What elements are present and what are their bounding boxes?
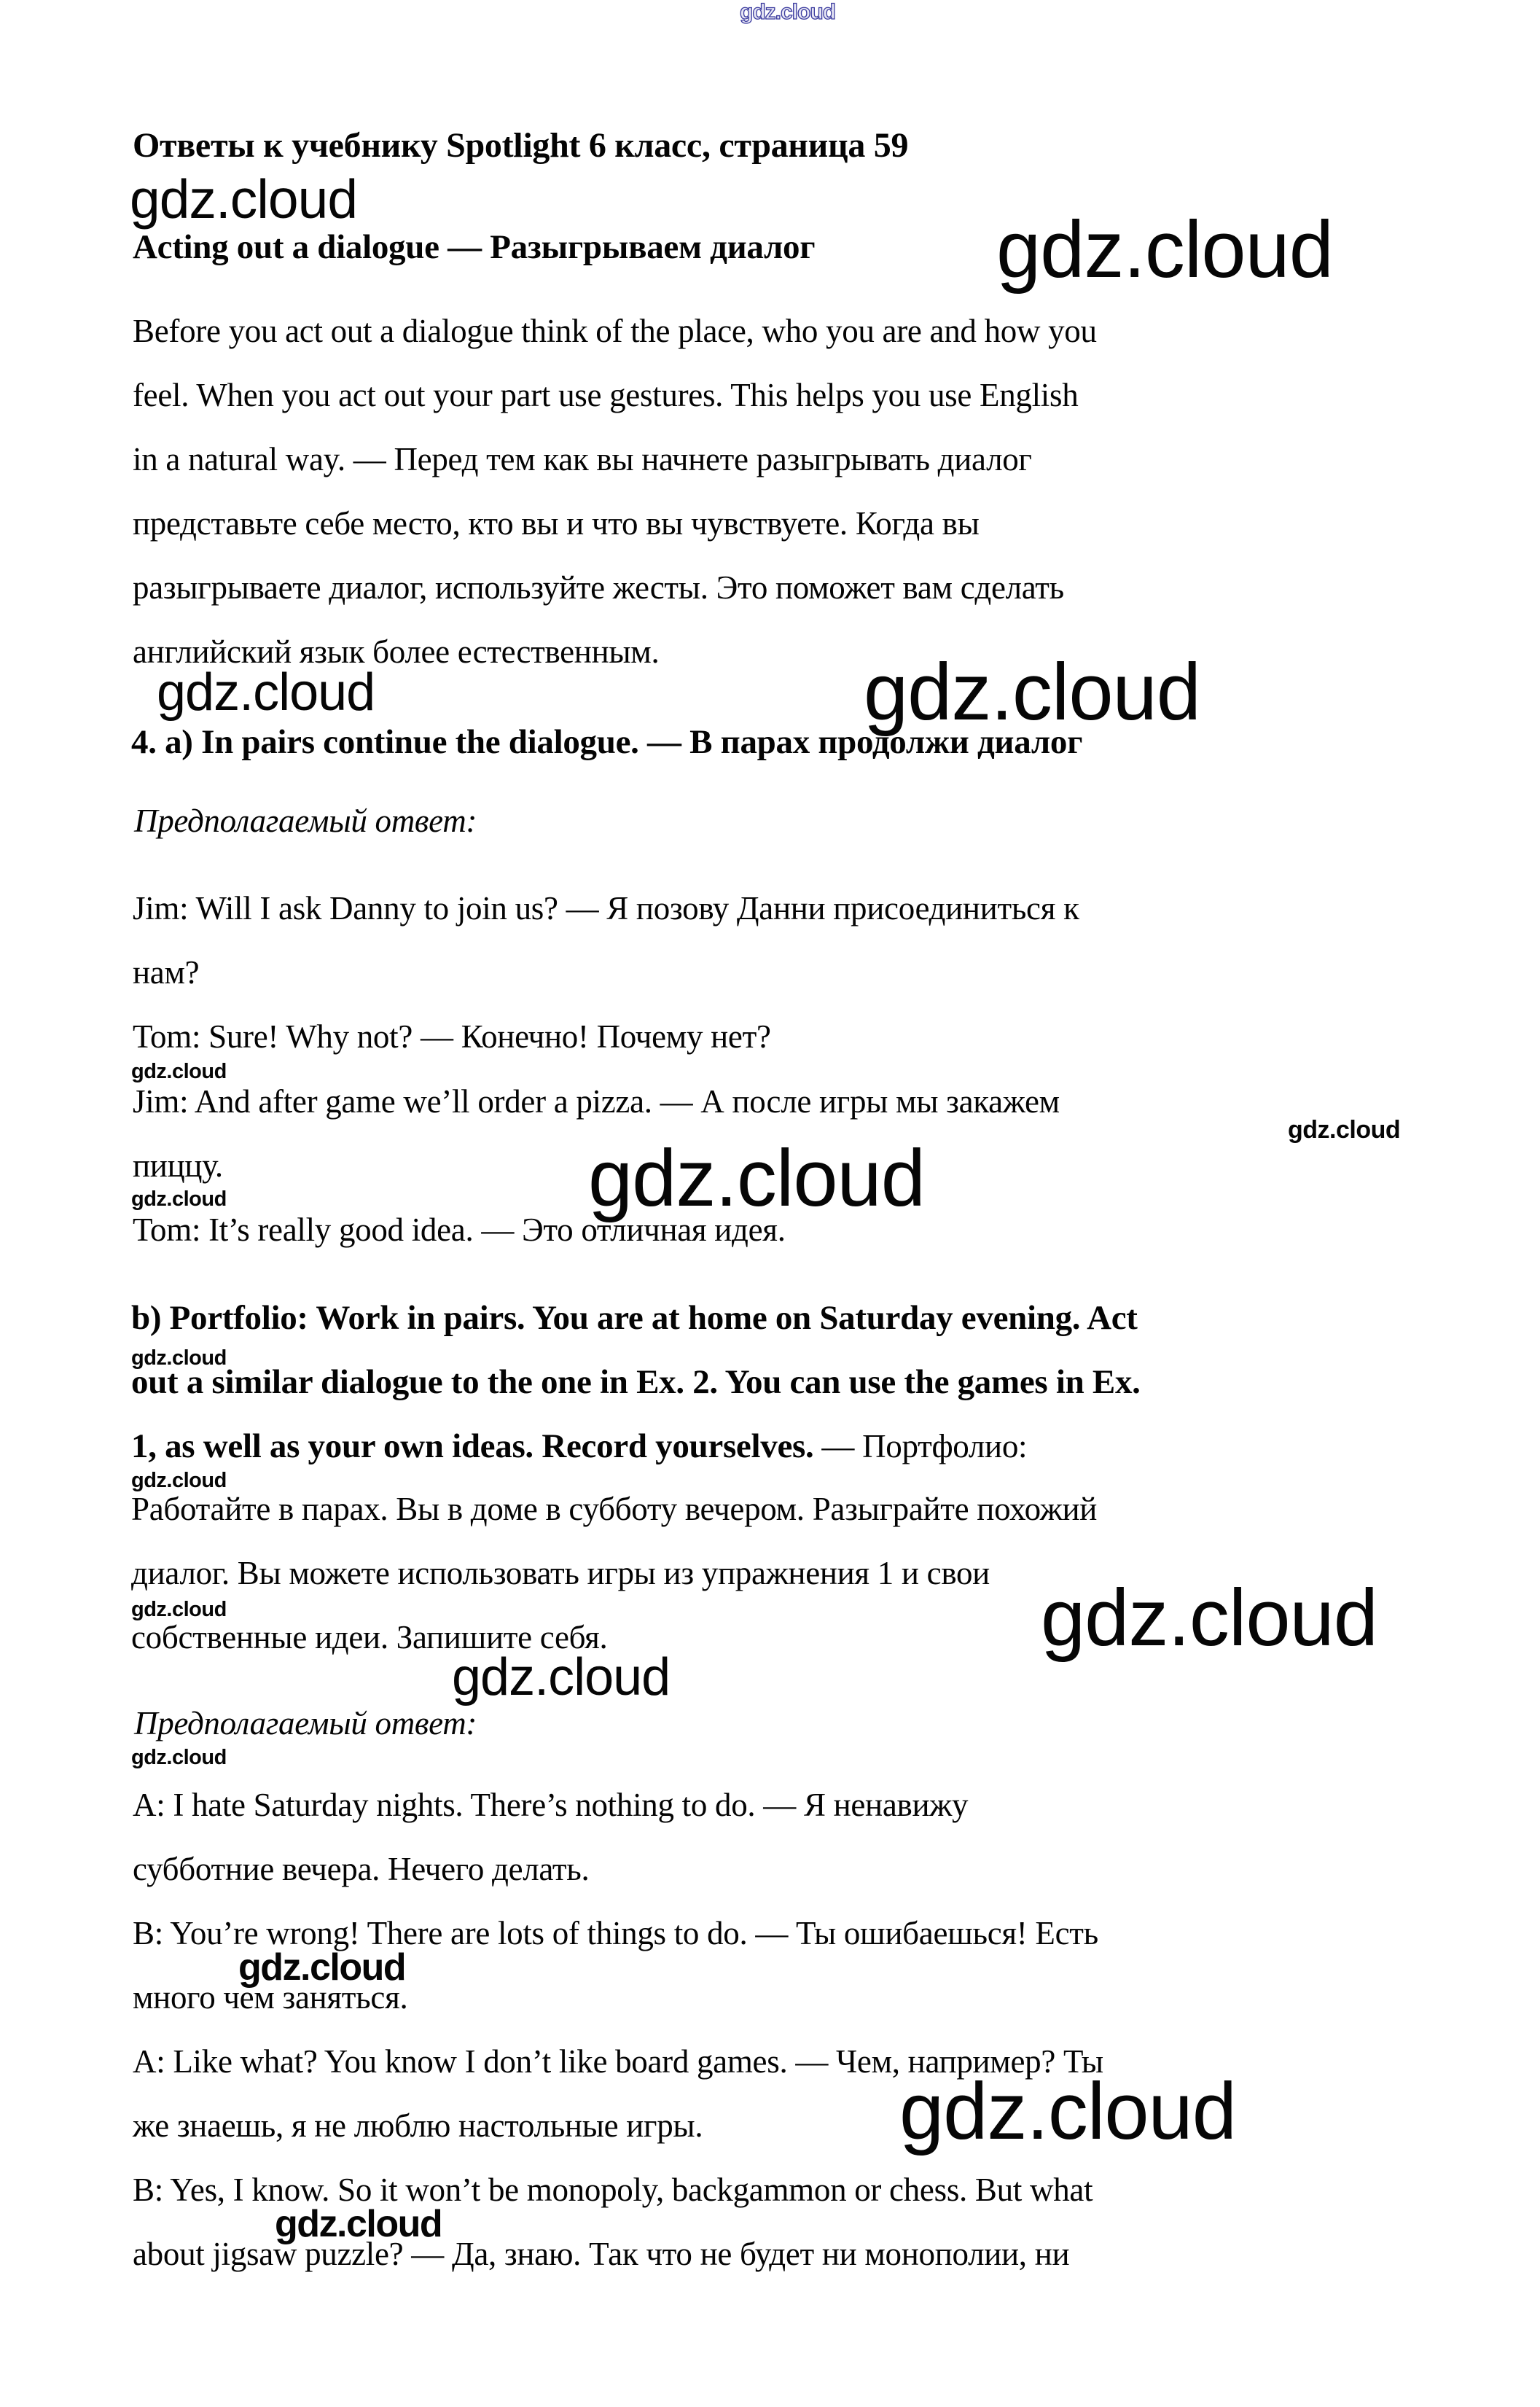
dialogue-line: Jim: Will I ask Danny to join us? — Я позову Данни присоединиться к — [133, 890, 1079, 926]
watermark-gdz-cloud: gdz.cloud — [452, 1648, 671, 1706]
watermark-gdz-cloud: gdz.cloud — [131, 1346, 227, 1370]
watermark-gdz-cloud: gdz.cloud — [131, 1187, 227, 1211]
watermark-gdz-cloud: gdz.cloud — [1041, 1573, 1377, 1663]
watermark-gdz-cloud: gdz.cloud — [130, 168, 358, 230]
dialogue-line: about jigsaw puzzle? — Да, знаю. Так что не будет ни монополии, ни — [133, 2236, 1070, 2272]
dialogue-line: же знаешь, я не люблю настольные игры. — [133, 2107, 703, 2144]
intro-line: английский язык более естественным. — [133, 633, 660, 670]
suggested-answer-label: Предполагаемый ответ: — [134, 1705, 477, 1741]
watermark-gdz-cloud: gdz.cloud — [131, 1746, 227, 1769]
intro-line: in a natural way. — Перед тем как вы начнете разыгрывать диалог — [133, 441, 1032, 477]
watermark-gdz-cloud: gdz.cloud — [238, 1946, 406, 1989]
exercise-4b-heading-line: b) Portfolio: Work in pairs. You are at home on Saturday evening. Act — [131, 1299, 1138, 1337]
section-subtitle: Acting out a dialogue — Разыгрываем диалог — [133, 228, 816, 266]
watermark-gdz-cloud: gdz.cloud — [899, 2067, 1236, 2156]
dialogue-line: нам? — [133, 954, 200, 991]
suggested-answer-label: Предполагаемый ответ: — [134, 803, 477, 839]
dialogue-line: Jim: And after game we’ll order a pizza. — А после игры мы закажем — [133, 1083, 1060, 1120]
dialogue-line: много чем заняться. — [133, 1979, 408, 2016]
translation-line: собственные идеи. Запишите себя. — [131, 1619, 608, 1655]
watermark-gdz-cloud: gdz.cloud — [131, 1598, 227, 1621]
intro-line: разыгрываете диалог, используйте жесты. Это поможет вам сделать — [133, 569, 1064, 606]
watermark-gdz-cloud-top: gdz.cloud — [740, 0, 835, 24]
intro-line: Before you act out a dialogue think of the place, who you are and how you — [133, 313, 1097, 349]
exercise-4b-heading-line: out a similar dialogue to the one in Ex. 2. You can use the games in Ex. — [131, 1363, 1141, 1401]
page-title: Ответы к учебнику Spotlight 6 класс, страница 59 — [133, 126, 909, 165]
exercise-4b-heading-tail: — Портфолио: — [813, 1428, 1028, 1464]
watermark-gdz-cloud: gdz.cloud — [588, 1134, 925, 1223]
translation-line: Работайте в парах. Вы в доме в субботу вечером. Разыграйте похожий — [131, 1491, 1098, 1527]
intro-line: представьте себе место, кто вы и что вы чувствуете. Когда вы — [133, 505, 980, 542]
dialogue-line: Tom: It’s really good idea. — Это отличная идея. — [133, 1212, 786, 1248]
dialogue-line: B: You’re wrong! There are lots of things to do. — Ты ошибаешься! Есть — [133, 1915, 1098, 1951]
watermark-gdz-cloud: gdz.cloud — [131, 1469, 227, 1492]
dialogue-line: субботние вечера. Нечего делать. — [133, 1851, 590, 1887]
exercise-4b-heading-bold: 1, as well as your own ideas. Record yourselves. — [131, 1427, 814, 1465]
watermark-gdz-cloud: gdz.cloud — [864, 647, 1200, 737]
watermark-gdz-cloud: gdz.cloud — [1288, 1116, 1401, 1144]
exercise-4a-heading: 4. a) In pairs continue the dialogue. — В парах продолжи диалог — [131, 723, 1083, 761]
translation-line: диалог. Вы можете использовать игры из упражнения 1 и свои — [131, 1555, 990, 1591]
watermark-gdz-cloud: gdz.cloud — [275, 2203, 442, 2245]
dialogue-line: пиццу. — [133, 1147, 223, 1184]
watermark-gdz-cloud: gdz.cloud — [157, 663, 375, 722]
dialogue-line: Tom: Sure! Why not? — Конечно! Почему нет? — [133, 1018, 771, 1055]
intro-line: feel. When you act out your part use gestures. This helps you use English — [133, 377, 1079, 413]
dialogue-line: A: I hate Saturday nights. There’s nothing to do. — Я ненавижу — [133, 1787, 969, 1823]
watermark-gdz-cloud: gdz.cloud — [131, 1060, 227, 1083]
dialogue-line: B: Yes, I know. So it won’t be monopoly, backgammon or chess. But what — [133, 2172, 1093, 2208]
watermark-gdz-cloud: gdz.cloud — [996, 205, 1333, 294]
dialogue-line: A: Like what? You know I don’t like board games. — Чем, например? Ты — [133, 2043, 1103, 2080]
exercise-4b-heading-line — [131, 1427, 1027, 1466]
